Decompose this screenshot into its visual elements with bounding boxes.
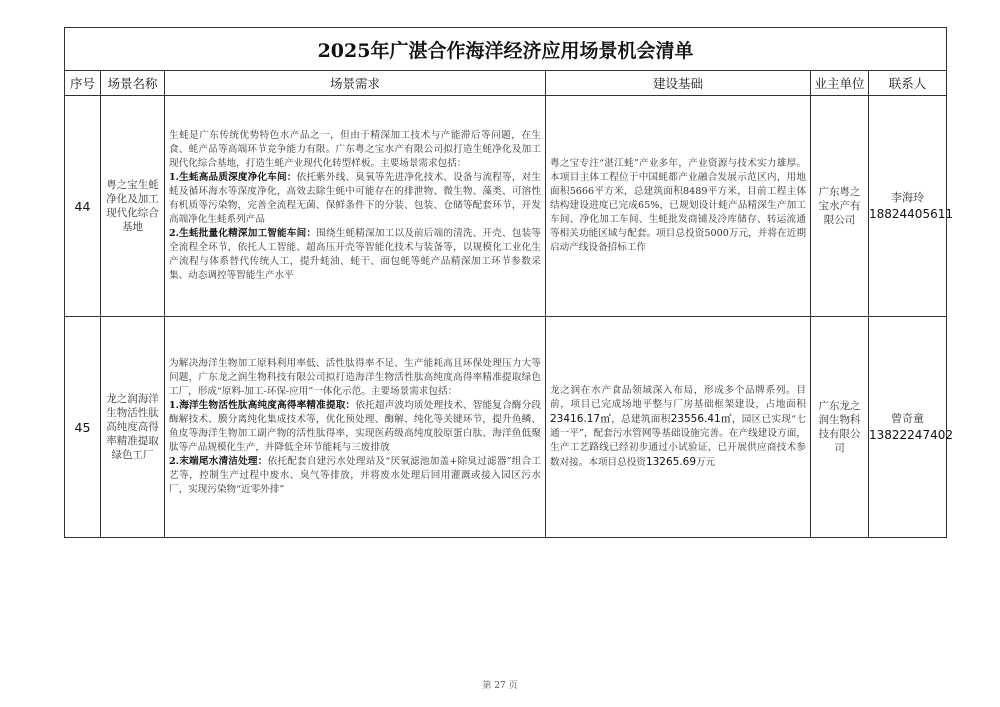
row-construction-basis <box>546 317 811 538</box>
row-scene-name: 粤之宝生蚝净化及加工现代化综合基地 <box>101 96 165 317</box>
demand-item-1-text: 依托超声波均质处理技术、智能复合酶分段酶解技术、膜分离纯化集成技术等，优化预处理、酶解、纯化等关键环节，提升鱼鳞、鱼皮等海洋生物加工副产物的活性肽得率，实现医药级高纯度胶原蛋白肽、海洋鱼低聚肽等产品规模化生产，并降低全环节能耗与三废排放 <box>169 400 542 453</box>
demand-item-2-title: 2.末端尾水清洁处理： <box>169 456 268 467</box>
header-seq: 序号 <box>65 71 101 96</box>
row-owner: 广东粤之宝水产有限公司 <box>811 96 869 317</box>
basis-text-3: ，园区已实现“七通一平”，配套污水管网等基础设施完善。在产线建设方面，生产工艺路线已经初步通过小试验证，已开展供应商技术参数对接。本项目总投资 <box>550 414 807 468</box>
demand-item-2-text: 依托配套自建污水处理站及“厌氧滤池加盖+除臭过滤器”组合工艺等，控制生产过程中废水、臭气等排放，并将废水处理后回用灌溉或接入园区污水厂，实现污染物“近零外排” <box>169 456 541 495</box>
contact-phone: 18824405611 <box>869 207 953 221</box>
table-row <box>65 96 947 317</box>
building-area: 23556.41㎡ <box>670 413 732 425</box>
demand-intro: 生蚝是广东传统优势特色水产品之一，但由于精深加工技术与产能滞后等问题，在生食、蚝产品等高端环节竞争能力有限。广东粤之宝水产有限公司拟打造生蚝净化及加工现代化综合基地，打造生蚝产业现代化转型样板。主要场景需求包括： <box>169 130 541 169</box>
header-construction-basis: 建设基础 <box>546 71 811 96</box>
contact-phone: 13822247402 <box>869 428 953 442</box>
row-seq: 45 <box>65 317 101 538</box>
page-number: 第 27 页 <box>482 681 518 691</box>
opportunity-list-table <box>64 27 953 538</box>
demand-item-2 <box>169 455 541 497</box>
demand-item-1-text: 依托紫外线、臭氧等先进净化技术、设备与流程等，对生蚝及循环海水等深度净化，高效去除生蚝中可能存在的排泄物、微生物、藻类、可溶性有机质等污染物，完善全流程无菌、保鲜条件下的分装、包装、仓储等配套环节，开发高端净化生蚝系列产品 <box>169 172 542 225</box>
header-scene-demand: 场景需求 <box>165 71 546 96</box>
demand-item-2-title: 2.生蚝批量化精深加工智能车间： <box>169 228 317 239</box>
row-construction-basis: 粤之宝专注“湛江蚝”产业多年，产业资源与技术实力雄厚。本项目主体工程位于中国蚝都产业融合发展示范区内，用地面积5666平方米，总建筑面积8489平方米，目前工程主体结构建设进度已完成65%，已规划设计蚝产品精深生产加工车间、净化加工车间、生蚝批发商铺及冷库储存、转运流通等相关功能区域与配套。项目总投资5000万元，并将在近期启动产线设备招标工作 <box>546 96 811 317</box>
contact-name: 李海玲 <box>891 191 924 204</box>
demand-item-1 <box>169 399 541 455</box>
row-scene-name: 龙之润海洋生物活性肽高纯度高得率精准提取绿色工厂 <box>101 317 165 538</box>
row-contact <box>869 96 953 317</box>
row-seq: 44 <box>65 96 101 317</box>
contact-name: 曾奇童 <box>891 412 924 425</box>
row-scene-demand <box>165 96 546 317</box>
land-area: 23416.17㎡ <box>550 413 612 425</box>
row-contact <box>869 317 953 538</box>
header-scene-name: 场景名称 <box>101 71 165 96</box>
basis-text-4: 万元 <box>696 457 716 468</box>
basis-text-2: ，总建筑面积 <box>611 414 671 425</box>
document-title: 2025年广湛合作海洋经济应用场景机会清单 <box>65 28 947 71</box>
demand-item-1 <box>169 171 541 227</box>
row-scene-demand <box>165 317 546 538</box>
demand-item-1-title: 1.生蚝高品质深度净化车间： <box>169 172 297 183</box>
header-owner: 业主单位 <box>811 71 869 96</box>
demand-item-2-text: 围绕生蚝精深加工以及前后端的清洗、开壳、包装等全流程全环节，依托人工智能、超高压开壳等智能化技术与装备等，以规模化工业化生产流程与体系替代传统人工，提升蚝油、蚝干、面包蚝等蚝产品精深加工环节参数采集、动态调控等智能生产水平 <box>169 228 541 281</box>
table-header-row <box>65 71 947 96</box>
header-contact: 联系人 <box>869 71 947 96</box>
table-row <box>65 317 947 538</box>
demand-intro: 为解决海洋生物加工原料利用率低、活性肽得率不足、生产能耗高且环保处理压力大等问题，广东龙之润生物科技有限公司拟打造海洋生物活性肽高纯度高得率精准提取绿色工厂，形成“原料-加工-环保-应用”一体化示范。主要场景需求包括： <box>169 358 541 397</box>
row-owner: 广东龙之润生物科技有限公司 <box>811 317 869 538</box>
basis-text-1: 龙之润在水产食品领域深入布局，形成多个品牌系列。目前，项目已完成场地平整与厂房基础框架建设，占地面积 <box>550 385 806 410</box>
demand-item-2 <box>169 227 541 283</box>
demand-item-1-title: 1.海洋生物活性肽高纯度高得率精准提取： <box>169 400 356 411</box>
investment-amount: 13265.69 <box>645 456 697 468</box>
